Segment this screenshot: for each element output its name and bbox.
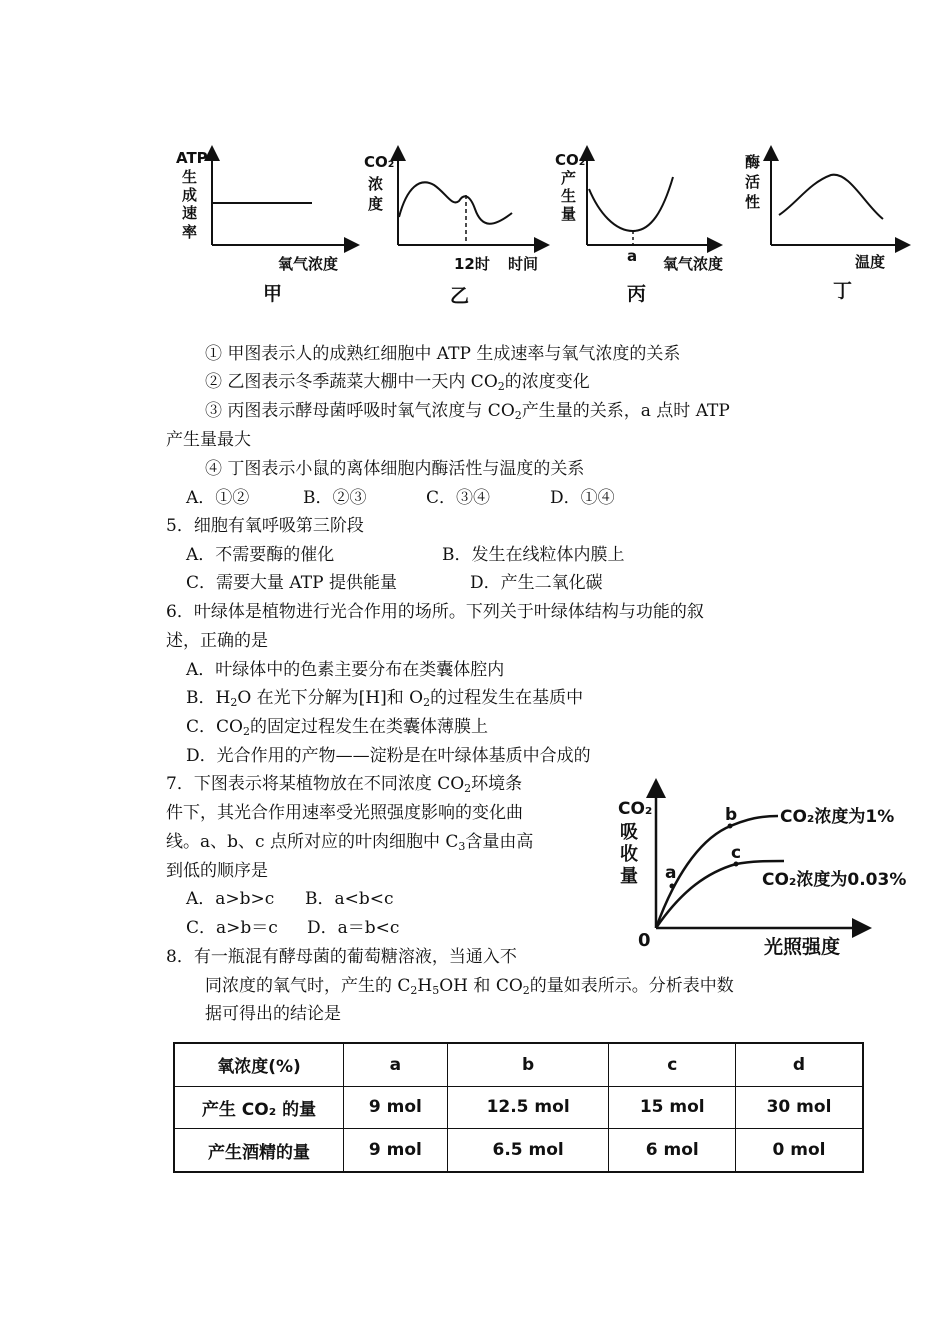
ylabel-1: 吸 bbox=[620, 822, 638, 843]
oxygen-table bbox=[173, 1042, 864, 1173]
ylabel-3: 速 bbox=[182, 204, 198, 222]
table-header-row bbox=[174, 1043, 863, 1086]
caption: 丙 bbox=[627, 283, 647, 305]
table-cell: b bbox=[447, 1043, 609, 1086]
q6-option-c[interactable]: C．$CO_2$的固定过程发生在类囊体薄膜上 bbox=[186, 717, 488, 738]
ylabel-2: 成 bbox=[182, 186, 198, 204]
graph-bing bbox=[553, 145, 753, 314]
co2-curve bbox=[589, 177, 673, 231]
q7-stem-4: 到低的顺序是 bbox=[166, 861, 268, 881]
q7-option-b[interactable]: B．a<b<c bbox=[305, 889, 394, 909]
q5-option-b[interactable]: B．发生在线粒体内膜上 bbox=[442, 545, 625, 565]
table-cell: 0 mol bbox=[735, 1129, 863, 1172]
table-cell: 氧浓度(%) bbox=[174, 1043, 344, 1086]
table-cell: 6.5 mol bbox=[447, 1129, 609, 1172]
graph-q7 bbox=[612, 778, 930, 972]
ylabel-4: 率 bbox=[182, 223, 198, 241]
ylabel-1: 生 bbox=[182, 168, 198, 186]
q8-stem-3: 据可得出的结论是 bbox=[205, 1004, 341, 1024]
statement-4: ④ 丁图表示小鼠的离体细胞内酶活性与温度的关系 bbox=[205, 459, 585, 479]
point-a-label: a bbox=[665, 863, 677, 883]
table-cell: c bbox=[609, 1043, 736, 1086]
q4-option-a[interactable]: A．①② bbox=[186, 488, 250, 508]
q7-option-c[interactable]: C．a>b＝c bbox=[186, 918, 278, 938]
table-row bbox=[174, 1129, 863, 1172]
q5-option-c[interactable]: C．需要大量 ATP 提供能量 bbox=[186, 573, 397, 593]
q5-option-a[interactable]: A．不需要酶的催化 bbox=[186, 545, 335, 565]
table-cell: 6 mol bbox=[609, 1129, 736, 1172]
point-a-dot bbox=[670, 884, 675, 889]
q4-option-d[interactable]: D．①④ bbox=[550, 488, 615, 508]
q7-option-a[interactable]: A．a>b>c bbox=[186, 889, 275, 909]
q7-stem-3: 线。a、b、c 点所对应的叶肉细胞中 $C_3$含量由高 bbox=[166, 832, 534, 853]
table-cell: 30 mol bbox=[735, 1086, 863, 1128]
xlabel: 氧气浓度 bbox=[663, 255, 724, 273]
ylabel-3: 量 bbox=[561, 205, 577, 223]
origin-label: 0 bbox=[638, 930, 651, 951]
table-cell: 9 mol bbox=[344, 1086, 448, 1128]
table-cell: a bbox=[344, 1043, 448, 1086]
point-c-label: c bbox=[731, 843, 742, 863]
table-cell: 产生 CO₂ 的量 bbox=[174, 1086, 344, 1128]
xlabel: 光照强度 bbox=[764, 936, 841, 958]
point-b-label: b bbox=[725, 805, 738, 825]
xlabel: 温度 bbox=[855, 253, 886, 271]
ylabel-1: 浓 bbox=[368, 175, 384, 193]
table-row bbox=[174, 1086, 863, 1128]
q6-option-d[interactable]: D．光合作用的产物——淀粉是在叶绿体基质中合成的 bbox=[186, 746, 591, 766]
ylabel-2: 性 bbox=[745, 193, 761, 211]
graph-yi bbox=[362, 145, 552, 314]
caption: 乙 bbox=[450, 285, 470, 307]
ylabel-0: ATP bbox=[176, 149, 208, 167]
xmark-12: 12时 bbox=[454, 255, 490, 273]
graph-q7-svg bbox=[612, 778, 930, 968]
statement-3: ③ 丙图表示酵母菌呼吸时氧气浓度与 $CO_2$产生量的关系，a 点时 ATP bbox=[205, 401, 730, 422]
statement-3-cont: 产生量最大 bbox=[166, 430, 251, 450]
ylabel-0: 酶 bbox=[745, 153, 761, 171]
q7-option-d[interactable]: D．a＝b<c bbox=[307, 918, 400, 938]
q7-stem-1: 7．下图表示将某植物放在不同浓度 $CO_2$环境条 bbox=[166, 774, 523, 795]
statement-2: ② 乙图表示冬季蔬菜大棚中一天内 $CO_2$的浓度变化 bbox=[205, 372, 590, 393]
table-cell: 15 mol bbox=[609, 1086, 736, 1128]
xlabel: 氧气浓度 bbox=[278, 255, 339, 273]
ylabel-0: CO₂ bbox=[364, 153, 395, 171]
ylabel-1: 活 bbox=[745, 173, 761, 191]
table-cell: d bbox=[735, 1043, 863, 1086]
ylabel-0: CO₂ bbox=[618, 799, 653, 819]
ylabel-1: 产 bbox=[561, 169, 577, 187]
q4-option-b[interactable]: B．②③ bbox=[303, 488, 367, 508]
table-cell: 产生酒精的量 bbox=[174, 1129, 344, 1172]
graph-jia bbox=[170, 145, 360, 314]
graph-bing-svg bbox=[553, 145, 753, 310]
enzyme-curve bbox=[779, 175, 883, 219]
q5-stem: 5．细胞有氧呼吸第三阶段 bbox=[166, 516, 364, 536]
q8-stem-2: 同浓度的氧气时，产生的 $C_2H_5OH$ 和 $CO_2$的量如表所示。分析表中数 bbox=[205, 976, 734, 997]
graph-yi-svg bbox=[362, 145, 552, 310]
graph-jia-svg bbox=[170, 145, 360, 310]
graph-ding bbox=[745, 145, 925, 314]
q6-stem: 6．叶绿体是植物进行光合作用的场所。下列关于叶绿体结构与功能的叙 bbox=[166, 602, 704, 622]
ylabel-2: 生 bbox=[561, 187, 577, 205]
statement-1: ① 甲图表示人的成熟红细胞中 ATP 生成速率与氧气浓度的关系 bbox=[205, 344, 681, 364]
table-cell: 12.5 mol bbox=[447, 1086, 609, 1128]
graph-ding-svg bbox=[745, 145, 925, 310]
ylabel-2: 度 bbox=[368, 195, 384, 213]
ylabel-2: 收 bbox=[620, 844, 638, 865]
table-cell: 9 mol bbox=[344, 1129, 448, 1172]
xlabel: 时间 bbox=[508, 255, 539, 273]
q4-option-c[interactable]: C．③④ bbox=[426, 488, 491, 508]
curve-1pct-label: CO₂浓度为1% bbox=[780, 807, 895, 827]
point-a: a bbox=[627, 247, 638, 265]
q8-stem-1: 8．有一瓶混有酵母菌的葡萄糖溶液，当通入不 bbox=[166, 947, 517, 967]
q6-option-b[interactable]: B．$H_2O$ 在光下分解为[H]和 $O_2$的过程发生在基质中 bbox=[186, 688, 584, 709]
q6-stem-cont: 述，正确的是 bbox=[166, 631, 268, 651]
ylabel-0: CO₂ bbox=[555, 151, 586, 169]
curve-003pct-label: CO₂浓度为0.03% bbox=[762, 870, 907, 890]
co2-curve bbox=[399, 182, 512, 223]
q6-option-a[interactable]: A．叶绿体中的色素主要分布在类囊体腔内 bbox=[186, 660, 505, 680]
caption: 甲 bbox=[263, 283, 283, 305]
caption: 丁 bbox=[833, 280, 853, 302]
q7-stem-2: 件下，其光合作用速率受光照强度影响的变化曲 bbox=[166, 803, 523, 823]
ylabel-3: 量 bbox=[620, 866, 638, 887]
q5-option-d[interactable]: D．产生二氧化碳 bbox=[470, 573, 603, 593]
